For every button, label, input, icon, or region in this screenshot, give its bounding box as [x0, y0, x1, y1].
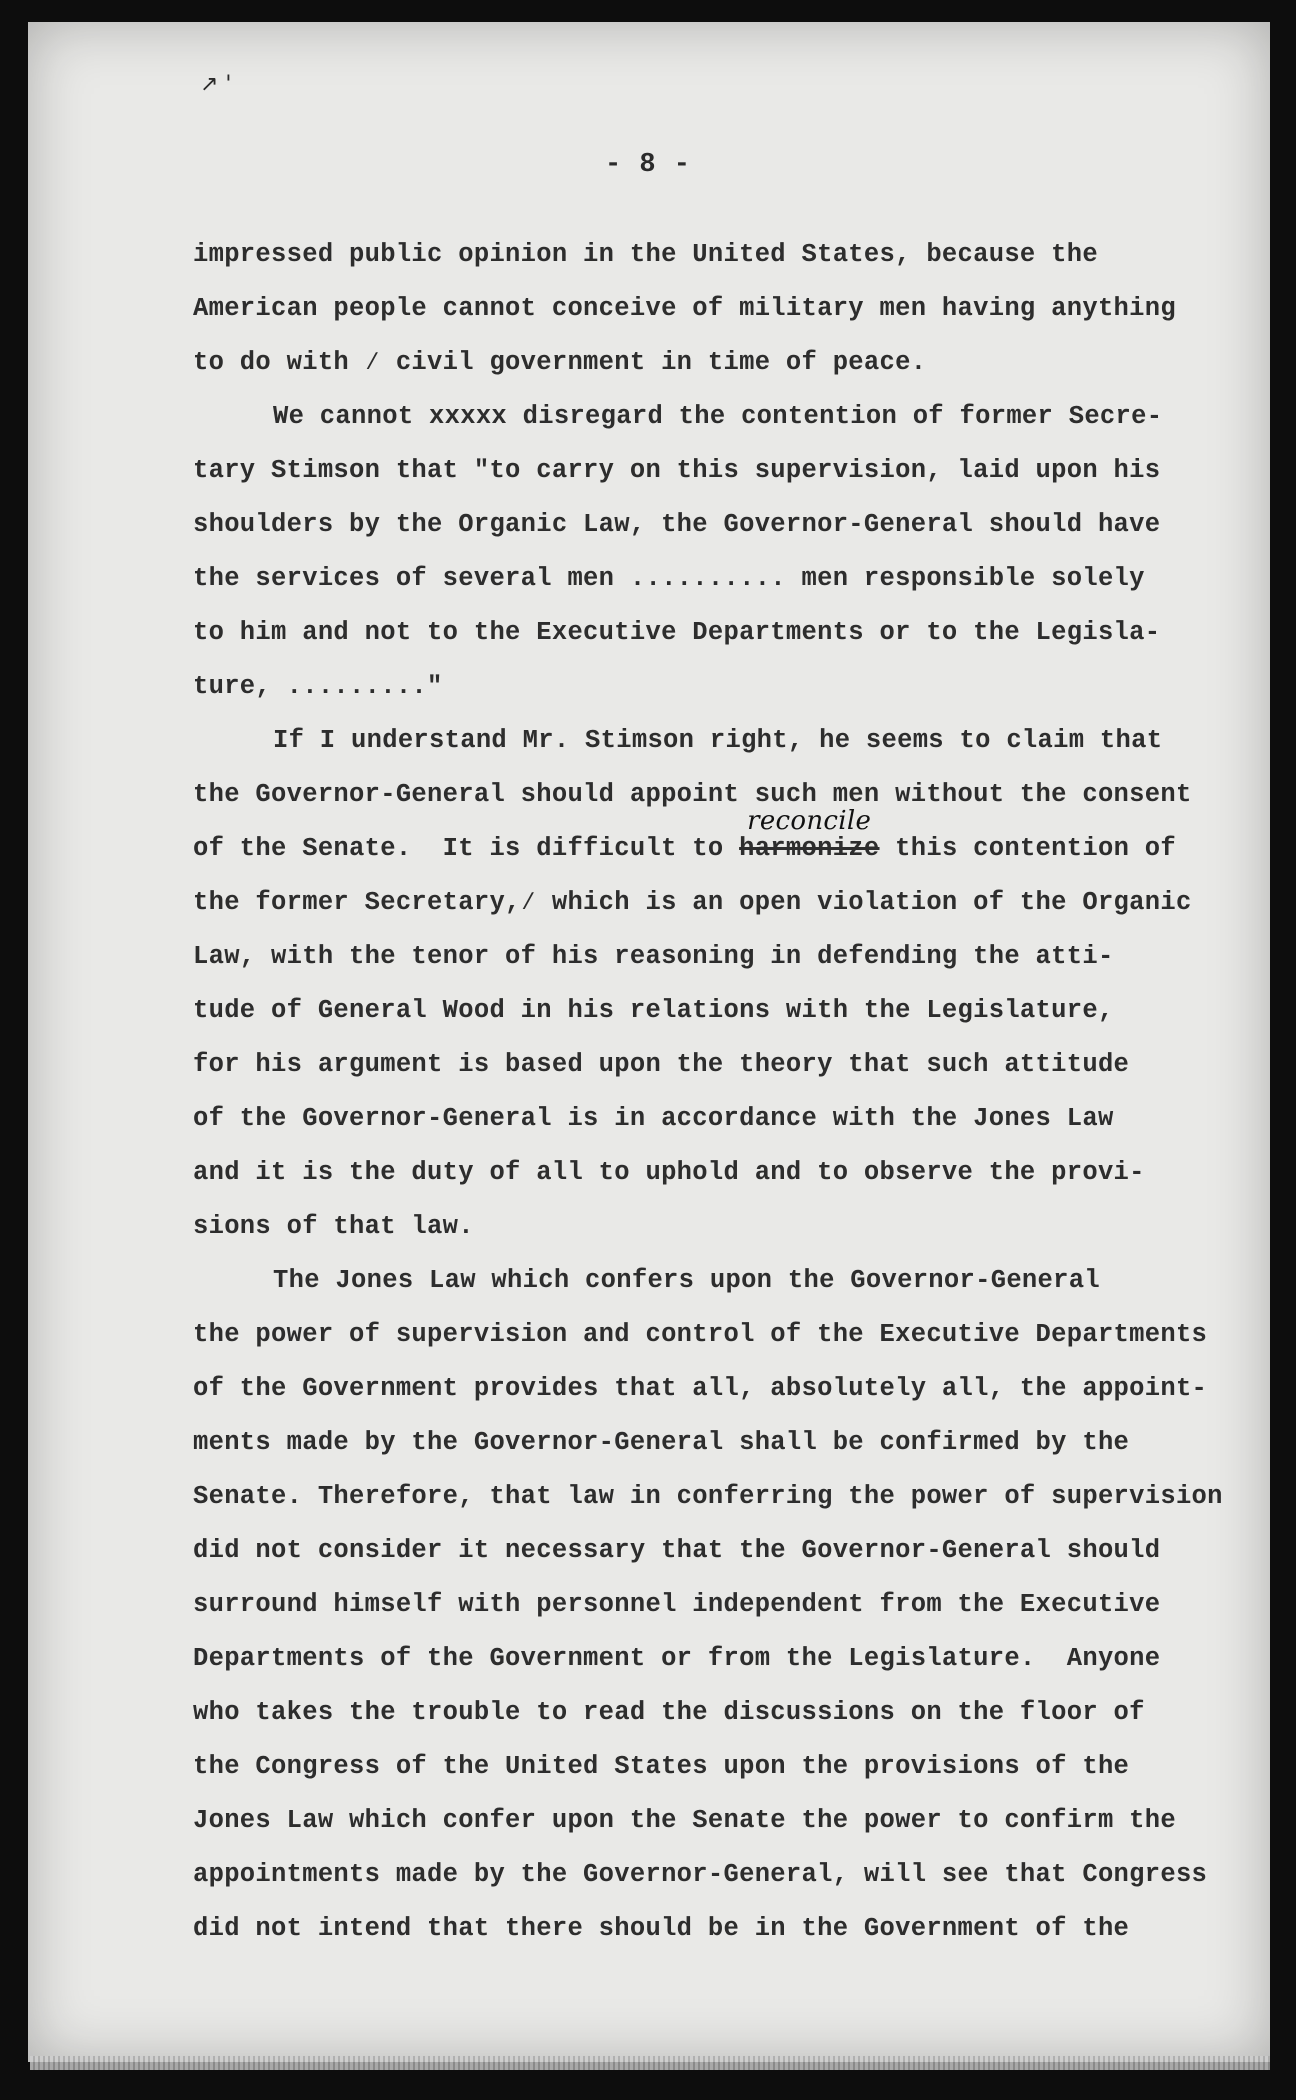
- paragraph: [193, 228, 1213, 390]
- text-line: ments made by the Governor-General shall be confirmed by the: [193, 1428, 1130, 1457]
- text-line: sions of that law.: [193, 1212, 474, 1241]
- text-line-with-correction: [193, 806, 1213, 876]
- paragraph: [193, 714, 1213, 1254]
- text-line-start: of the Senate. It is difficult to: [193, 834, 740, 863]
- text-line: tary Stimson that "to carry on this supervision, laid upon his: [193, 456, 1161, 485]
- text-line: Law, with the tenor of his reasoning in defending the atti-: [193, 942, 1114, 971]
- text-line-end: this contention of: [879, 834, 1176, 863]
- ink-smudge: ↗ ': [200, 72, 232, 97]
- text-line: Departments of the Government or from the Legislature. Anyone: [193, 1644, 1161, 1673]
- page-edge: [30, 2056, 1270, 2070]
- text-line: did not intend that there should be in the Government of the: [193, 1914, 1130, 1943]
- text-line: the power of supervision and control of the Executive Departments: [193, 1320, 1208, 1349]
- text-line: surround himself with personnel independent from the Executive: [193, 1590, 1161, 1619]
- handwritten-correction: [739, 806, 880, 876]
- text-line: did not consider it necessary that the Governor-General should: [193, 1536, 1161, 1565]
- paragraph: [193, 1254, 1223, 1956]
- text-line: for his argument is based upon the theory that such attitude: [193, 1050, 1130, 1079]
- handwritten-insertion: reconcile: [747, 806, 872, 836]
- text-line: ture, .........": [193, 672, 443, 701]
- text-line: to him and not to the Executive Departments or to the Legisla-: [193, 618, 1161, 647]
- text-line: and it is the duty of all to uphold and to observe the provi-: [193, 1158, 1145, 1187]
- text-line: The Jones Law which confers upon the Governor-General: [273, 1266, 1100, 1295]
- text-line: the Governor-General should appoint such men without the consent: [193, 780, 1192, 809]
- text-line: the Congress of the United States upon the provisions of the: [193, 1752, 1130, 1781]
- document-body: [193, 228, 1223, 1956]
- text-line: American people cannot conceive of military men having anything: [193, 294, 1176, 323]
- paragraph: [193, 390, 1213, 714]
- text-line: impressed public opinion in the United States, because the: [193, 240, 1098, 269]
- struck-word: harmonize: [739, 834, 880, 863]
- text-line: appointments made by the Governor-General, will see that Congress: [193, 1860, 1208, 1889]
- text-line: If I understand Mr. Stimson right, he seems to claim that: [273, 726, 1163, 755]
- text-line: the former Secretary,∕ which is an open violation of the Organic: [193, 888, 1192, 917]
- text-line: of the Governor-General is in accordance with the Jones Law: [193, 1104, 1114, 1133]
- page-number: - 8 -: [604, 150, 691, 180]
- text-line: tude of General Wood in his relations with the Legislature,: [193, 996, 1114, 1025]
- text-line: the services of several men .......... men responsible solely: [193, 564, 1145, 593]
- text-line: who takes the trouble to read the discussions on the floor of: [193, 1698, 1145, 1727]
- text-line: to do with ∕ civil government in time of peace.: [193, 348, 927, 377]
- text-line: We cannot xxxxx disregard the contention of former Secre-: [273, 402, 1163, 431]
- text-line: Jones Law which confer upon the Senate the power to confirm the: [193, 1806, 1176, 1835]
- text-line: shoulders by the Organic Law, the Governor-General should have: [193, 510, 1161, 539]
- text-line: of the Government provides that all, absolutely all, the appoint-: [193, 1374, 1208, 1403]
- text-line: Senate. Therefore, that law in conferring the power of supervision: [193, 1482, 1223, 1511]
